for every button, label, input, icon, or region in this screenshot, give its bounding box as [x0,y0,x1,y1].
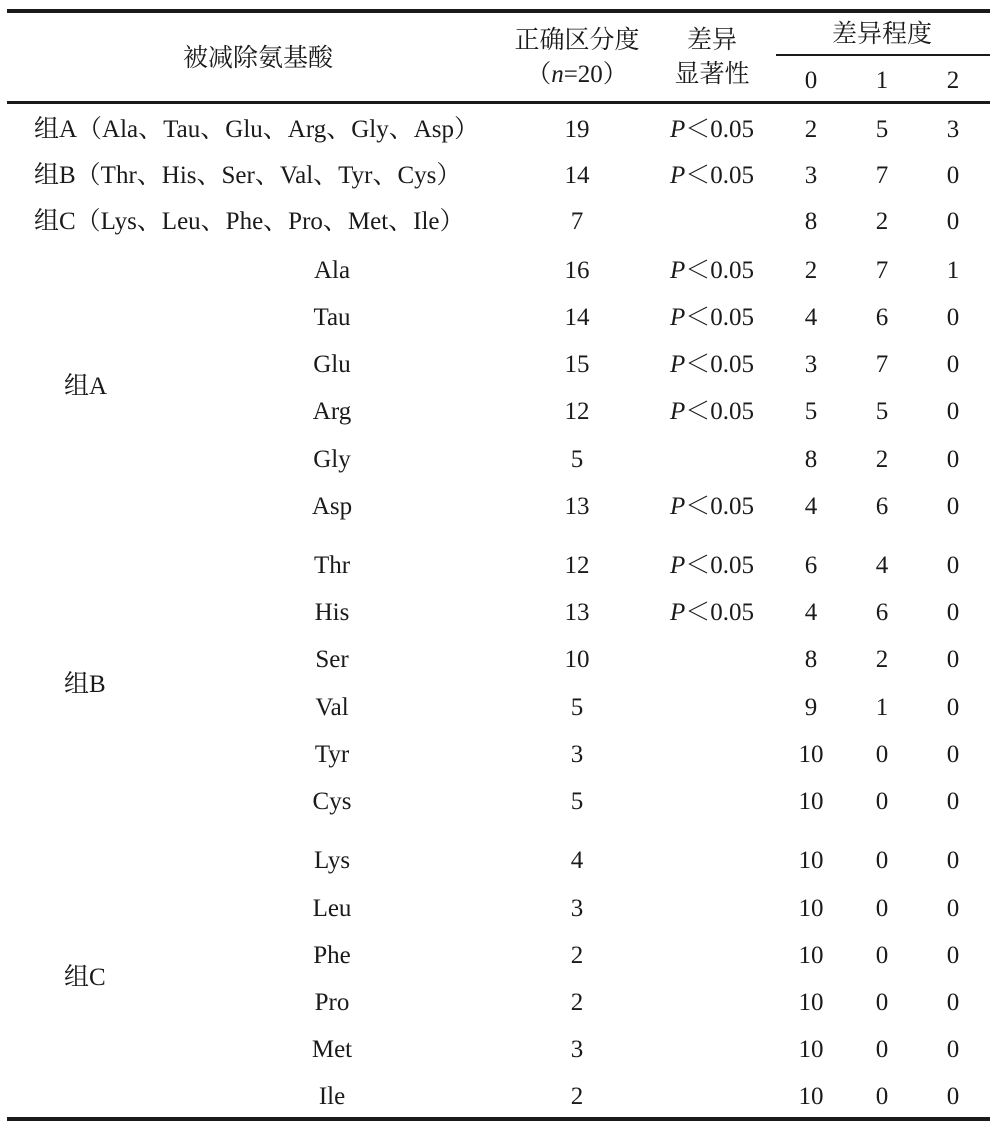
row-score: 3 [570,1036,584,1063]
row-diff-2: 0 [946,493,960,520]
row-diff-2: 0 [946,162,960,189]
row-diff-2: 1 [946,257,960,284]
row-diff-0: 3 [804,162,818,189]
row-diff-1: 6 [875,304,889,331]
header-diff-level-0: 0 [804,67,818,94]
row-diff-1: 0 [875,788,889,815]
p-symbol: P [669,398,686,425]
row-diff-0: 4 [804,599,818,626]
row-amino-acid: Met [311,1036,353,1063]
row-diff-2: 0 [946,847,960,874]
row-diff-1: 6 [875,599,889,626]
row-diff-0: 10 [798,788,824,815]
p-threshold: ＜0.05 [685,257,755,284]
row-score: 13 [564,599,590,626]
row-score: 12 [564,552,590,579]
row-amino-acid: Ser [315,646,349,673]
row-diff-2: 0 [946,1036,960,1063]
p-threshold: ＜0.05 [685,162,755,189]
row-diff-0: 10 [798,1083,824,1110]
header-significance-line2: 显著性 [674,61,750,88]
row-diff-1: 7 [875,162,889,189]
row-diff-0: 10 [798,1036,824,1063]
row-amino-acid: Ile [318,1083,346,1110]
p-threshold: ＜0.05 [685,116,755,143]
row-significance [670,397,754,427]
row-diff-1: 1 [875,694,889,721]
row-amino-acid: Lys [313,847,351,874]
row-diff-0: 6 [804,552,818,579]
row-amino-acid: Phe [313,942,351,969]
row-amino-acid: Pro [314,989,350,1016]
row-amino-acid: 组B（Thr、His、Ser、Val、Tyr、Cys） [34,162,462,189]
row-score: 16 [564,257,590,284]
row-diff-1: 0 [875,847,889,874]
row-significance [670,161,754,191]
row-diff-2: 0 [946,304,960,331]
row-diff-1: 5 [875,116,889,143]
row-significance [670,350,754,380]
row-diff-0: 2 [804,257,818,284]
group-label-c: 组C [64,964,106,991]
row-diff-2: 0 [946,208,960,235]
row-diff-0: 4 [804,304,818,331]
row-score: 3 [570,741,584,768]
row-score: 4 [570,847,584,874]
row-diff-1: 2 [875,208,889,235]
row-score: 14 [564,304,590,331]
p-threshold: ＜0.05 [685,398,755,425]
row-diff-2: 0 [946,989,960,1016]
row-diff-0: 3 [804,351,818,378]
group-label-a: 组A [64,373,108,400]
row-diff-1: 7 [875,351,889,378]
row-amino-acid: Glu [313,351,351,378]
p-threshold: ＜0.05 [685,304,755,331]
row-diff-1: 0 [875,895,889,922]
row-score: 5 [570,446,584,473]
row-score: 7 [570,208,584,235]
row-amino-acid: His [314,599,350,626]
row-diff-2: 0 [946,741,960,768]
row-significance [670,492,754,522]
row-amino-acid: Asp [311,493,353,520]
row-diff-2: 0 [946,694,960,721]
row-score: 13 [564,493,590,520]
row-score: 2 [570,989,584,1016]
row-diff-2: 3 [946,116,960,143]
p-symbol: P [669,257,686,284]
row-significance [670,598,754,628]
row-diff-0: 10 [798,895,824,922]
row-diff-1: 0 [875,741,889,768]
row-diff-2: 0 [946,552,960,579]
row-score: 5 [570,788,584,815]
row-amino-acid: Tyr [314,741,350,768]
row-score: 2 [570,1083,584,1110]
row-significance [670,551,754,581]
row-significance [670,303,754,333]
row-diff-1: 0 [875,1036,889,1063]
row-amino-acid: Val [315,694,349,721]
row-diff-0: 8 [804,646,818,673]
p-threshold: ＜0.05 [685,552,755,579]
row-diff-0: 5 [804,398,818,425]
row-amino-acid: Thr [313,552,351,579]
row-amino-acid: 组C（Lys、Leu、Phe、Pro、Met、Ile） [34,208,465,235]
row-score: 19 [564,116,590,143]
row-diff-2: 0 [946,942,960,969]
row-amino-acid: Leu [312,895,352,922]
p-symbol: P [669,552,686,579]
row-diff-1: 0 [875,942,889,969]
header-significance-line1: 差异 [686,27,738,54]
row-score: 12 [564,398,590,425]
p-symbol: P [669,599,686,626]
row-amino-acid: Gly [313,446,351,473]
row-diff-2: 0 [946,646,960,673]
row-diff-0: 2 [804,116,818,143]
row-amino-acid: Ala [313,257,351,284]
row-diff-1: 4 [875,552,889,579]
row-diff-1: 0 [875,989,889,1016]
row-diff-1: 6 [875,493,889,520]
row-amino-acid: 组A（Ala、Tau、Glu、Arg、Gly、Asp） [34,116,479,143]
row-diff-2: 0 [946,398,960,425]
p-threshold: ＜0.05 [685,351,755,378]
row-score: 3 [570,895,584,922]
p-symbol: P [669,116,686,143]
row-amino-acid: Cys [312,788,352,815]
row-diff-2: 0 [946,895,960,922]
row-score: 5 [570,694,584,721]
row-diff-0: 9 [804,694,818,721]
p-threshold: ＜0.05 [685,493,755,520]
row-diff-1: 0 [875,1083,889,1110]
row-diff-2: 0 [946,1083,960,1110]
group-label-b: 组B [64,671,106,698]
row-diff-1: 7 [875,257,889,284]
p-threshold: ＜0.05 [685,599,755,626]
row-diff-0: 10 [798,942,824,969]
row-diff-2: 0 [946,599,960,626]
row-diff-1: 5 [875,398,889,425]
row-significance [670,115,754,145]
row-amino-acid: Tau [313,304,351,331]
row-diff-0: 10 [798,847,824,874]
header-amino-acid: 被减除氨基酸 [182,45,334,72]
p-symbol: P [669,351,686,378]
row-diff-2: 0 [946,351,960,378]
row-diff-2: 0 [946,788,960,815]
header-score-line2: （n=20） [526,61,628,88]
row-diff-0: 8 [804,208,818,235]
row-significance [670,256,754,286]
row-diff-0: 10 [798,989,824,1016]
row-diff-0: 10 [798,741,824,768]
header-diff-level-2: 2 [946,67,960,94]
p-symbol: P [669,162,686,189]
header-diff-level-1: 1 [875,67,889,94]
header-score-line1: 正确区分度 [514,27,640,54]
row-score: 14 [564,162,590,189]
row-score: 2 [570,942,584,969]
row-score: 15 [564,351,590,378]
row-diff-0: 4 [804,493,818,520]
header-difference-degree: 差异程度 [831,21,933,48]
row-diff-1: 2 [875,446,889,473]
row-diff-1: 2 [875,646,889,673]
p-symbol: P [669,304,686,331]
row-amino-acid: Arg [312,398,352,425]
row-diff-2: 0 [946,446,960,473]
row-score: 10 [564,646,590,673]
row-diff-0: 8 [804,446,818,473]
p-symbol: P [669,493,686,520]
